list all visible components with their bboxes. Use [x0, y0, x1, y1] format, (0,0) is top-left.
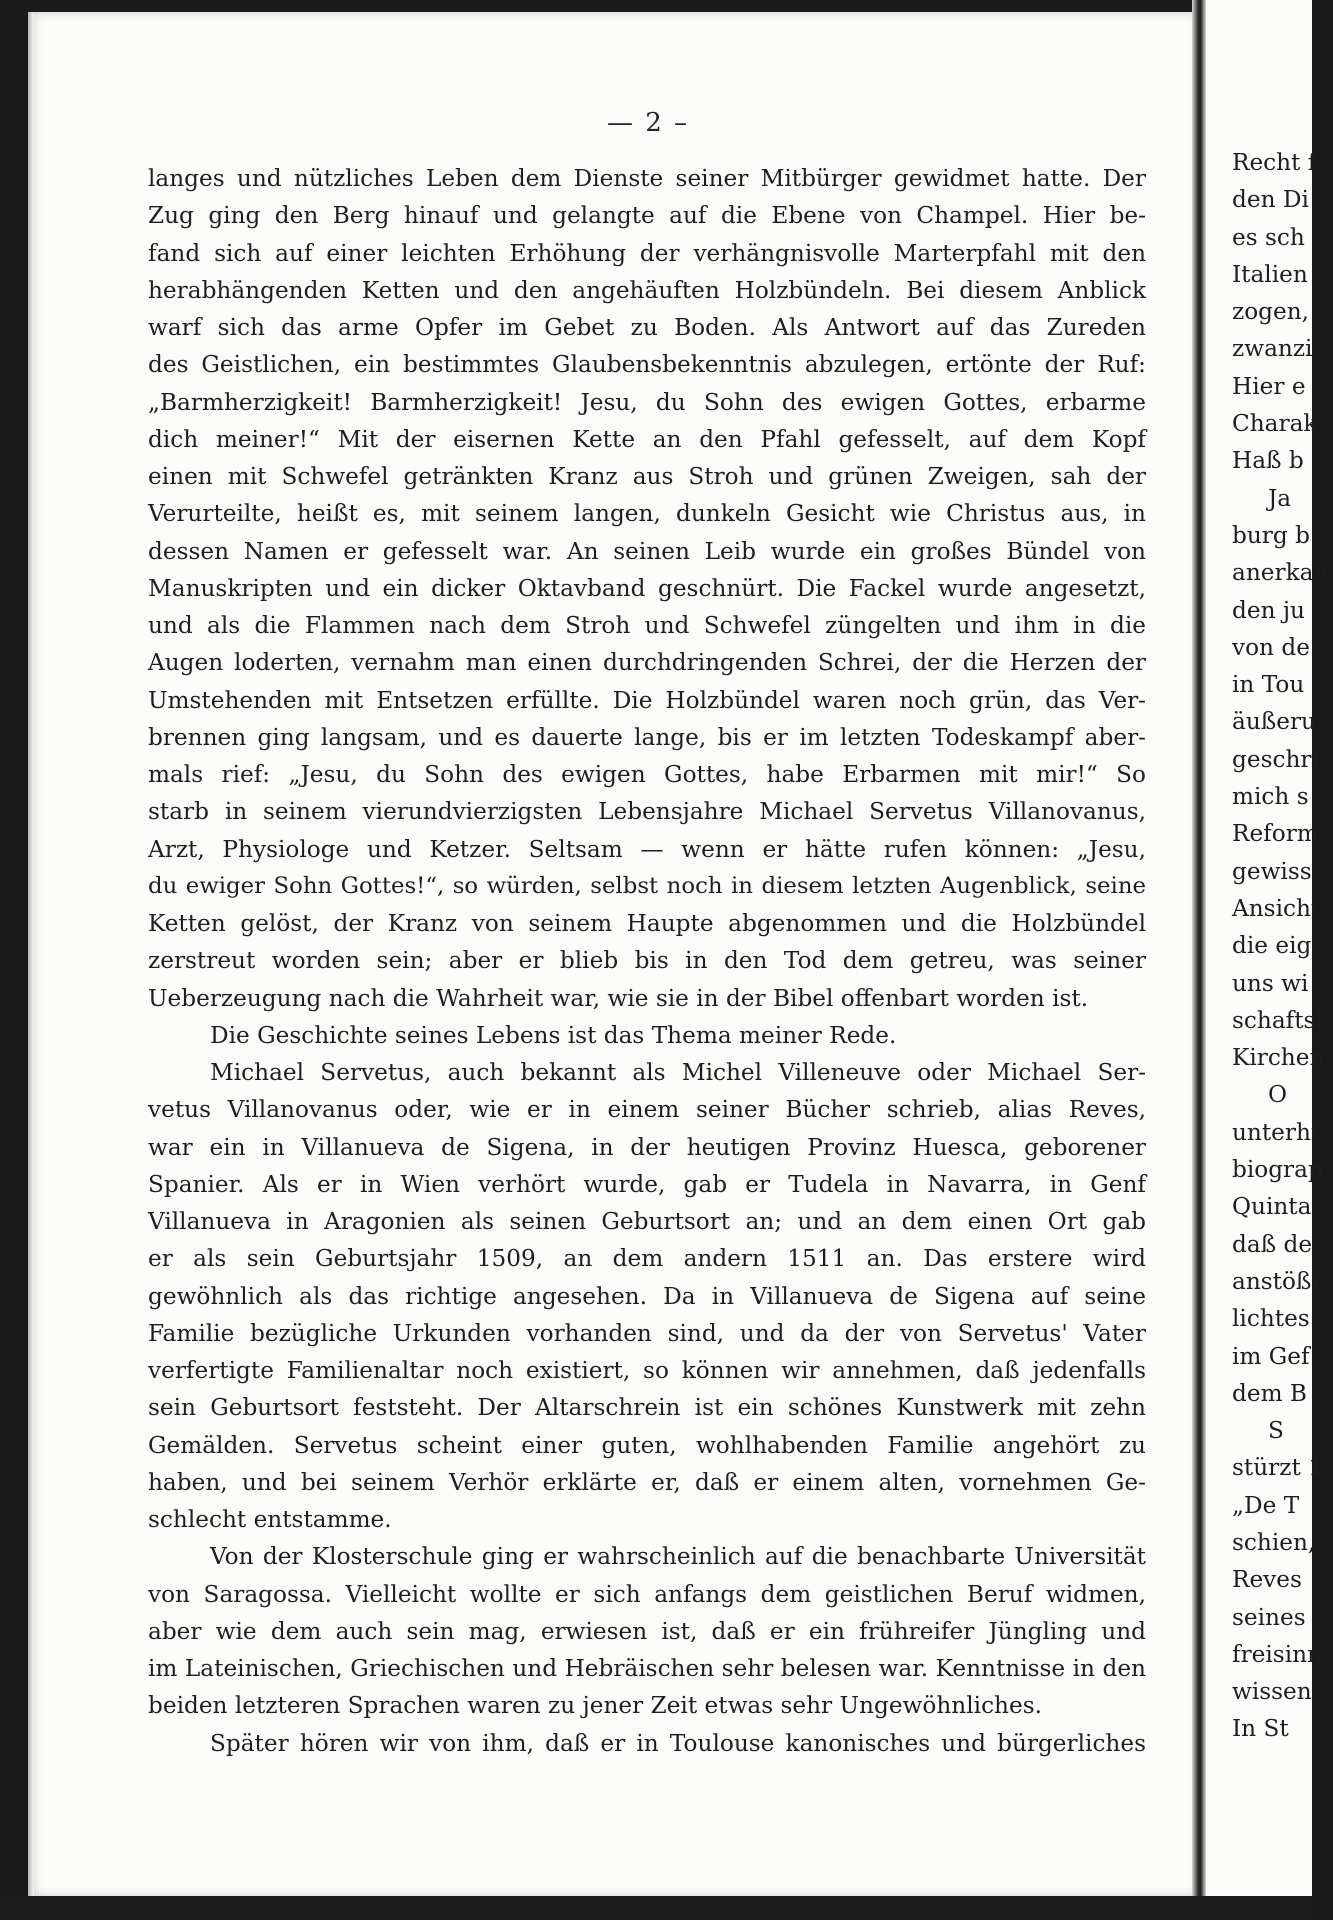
text-line: haben, und bei seinem Verhör erklärte er, daß er einem alten, vornehmen Ge- [148, 1468, 1146, 1496]
right-page-line: freisinn [1232, 1640, 1322, 1668]
right-page-line: mich s [1232, 783, 1309, 811]
text-line: dessen Namen er gefesselt war. An seinen Leib wurde ein großes Bündel von [148, 537, 1146, 565]
text-line: brennen ging langsam, und es dauerte lange, bis er im letzten Todeskampf aber- [148, 723, 1146, 751]
text-line: beiden letzteren Sprachen waren zu jener Zeit etwas sehr Ungewöhnliches. [148, 1692, 1042, 1720]
text-line: du ewiger Sohn Gottes!“, so würden, selbst noch in diesem letzten Augenblick, seine [148, 872, 1146, 899]
right-page-line: anstößi [1232, 1267, 1319, 1295]
page-number: — 2 – [606, 108, 690, 138]
right-page-line: äußeru [1232, 708, 1316, 736]
right-page-line: uns wi [1232, 969, 1309, 997]
text-line: Ketten gelöst, der Kranz von seinem Haupte abgenommen und die Holzbündel [148, 910, 1146, 937]
body-text [148, 160, 1146, 1762]
text-line: Zug ging den Berg hinauf und gelangte auf die Ebene von Champel. Hier be- [148, 202, 1146, 230]
text-line: aber wie dem auch sein mag, erwiesen ist, daß er ein frühreifer Jüngling und [148, 1617, 1146, 1645]
text-line: zerstreut worden sein; aber er blieb bis in den Tod dem getreu, was seiner [148, 947, 1146, 975]
text-line: Die Geschichte seines Lebens ist das Thema meiner Rede. [210, 1021, 897, 1049]
text-line: vetus Villanovanus oder, wie er in einem seiner Bücher schrieb, alias Reves, [148, 1096, 1146, 1124]
text-line: Manuskripten und ein dicker Oktavband geschnürt. Die Fackel wurde angesetzt, [148, 574, 1146, 602]
right-page-line: Ansicht [1232, 894, 1321, 922]
text-line: Familie bezügliche Urkunden vorhanden sind, und da der von Servetus' Vater [148, 1319, 1146, 1347]
text-line: Villanueva in Aragonien als seinen Geburtsort an; und an dem einen Ort gab [148, 1208, 1146, 1235]
text-line: und als die Flammen nach dem Stroh und Schwefel züngelten und ihm in die [148, 612, 1146, 639]
right-page-line: „De T [1232, 1491, 1300, 1519]
right-page-line: von de [1232, 633, 1310, 661]
right-page-line: unterhi [1232, 1118, 1319, 1146]
right-page-line: Haß b [1232, 447, 1304, 475]
right-page-line: Hier e [1232, 372, 1306, 400]
text-line: Spanier. Als er in Wien verhört wurde, gab er Tudela in Navarra, in Genf [148, 1170, 1146, 1198]
text-line: des Geistlichen, ein bestimmtes Glaubensbekenntnis abzulegen, ertönte der Ruf: [148, 351, 1146, 379]
right-page-line: Recht f [1232, 149, 1317, 176]
right-page-line: S [1268, 1417, 1284, 1445]
text-line: verfertigte Familienaltar noch existiert, so können wir annehmen, daß jedenfalls [148, 1357, 1146, 1384]
text-line: Michael Servetus, auch bekannt als Michel Villeneuve oder Michael Ser- [210, 1059, 1146, 1086]
right-page-line: Reves [1232, 1566, 1302, 1594]
right-page-line: wissen [1232, 1678, 1312, 1706]
right-page-line: Kirchen [1232, 1044, 1325, 1072]
right-page-line: es sch [1232, 223, 1305, 251]
right-page-line: den ju [1232, 596, 1305, 624]
text-line: von Saragossa. Vielleicht wollte er sich anfangs dem geistlichen Beruf widmen, [148, 1580, 1146, 1608]
text-line: Umstehenden mit Entsetzen erfüllte. Die Holzbündel waren noch grün, das Ver- [148, 686, 1146, 714]
right-page-line: die eig [1232, 932, 1312, 960]
right-page-line: zwanzi [1232, 335, 1313, 363]
text-line: war ein in Villanueva de Sigena, in der heutigen Provinz Huesca, geborener [148, 1133, 1146, 1161]
right-page-line: seines [1232, 1603, 1306, 1631]
book-gutter [1192, 0, 1206, 1920]
scan-bottom-edge [0, 1896, 1312, 1920]
right-page-line: In St [1232, 1715, 1289, 1743]
text-line: starb in seinem vierundvierzigsten Lebensjahre Michael Servetus Villanovanus, [148, 798, 1146, 826]
text-line: mals rief: „Jesu, du Sohn des ewigen Gottes, habe Erbarmen mit mir!“ So [148, 761, 1146, 788]
text-line: Gemälden. Servetus scheint einer guten, wohlhabenden Familie angehört zu [148, 1431, 1146, 1459]
right-page-line: im Gef [1232, 1342, 1310, 1370]
right-page-line: anerkan [1232, 559, 1329, 587]
right-page-line: Quinta [1232, 1193, 1312, 1221]
text-line: Verurteilte, heißt es, mit seinem langen, dunkeln Gesicht wie Christus aus, in [148, 500, 1146, 528]
text-line: einen mit Schwefel getränkten Kranz aus Stroh und grünen Zweigen, sah der [148, 463, 1146, 490]
text-line: Von der Klosterschule ging er wahrscheinlich auf die benachbarte Universität [210, 1543, 1146, 1571]
text-line: sein Geburtsort feststeht. Der Altarschrein ist ein schönes Kunstwerk mit zehn [148, 1394, 1146, 1422]
right-page-fragment [1206, 0, 1333, 1920]
text-line: warf sich das arme Opfer im Gebet zu Boden. Als Antwort auf das Zureden [148, 314, 1146, 341]
text-line: fand sich auf einer leichten Erhöhung der verhängnisvolle Marterpfahl mit den [148, 239, 1146, 267]
right-page-line: daß de [1232, 1230, 1313, 1258]
text-line: er als sein Geburtsjahr 1509, an dem andern 1511 an. Das erstere wird [148, 1245, 1146, 1273]
text-line: gewöhnlich als das richtige angesehen. Da in Villanueva de Sigena auf seine [148, 1282, 1146, 1310]
right-page-line: Reform [1232, 820, 1319, 848]
text-line: Später hören wir von ihm, daß er in Toulouse kanonisches und bürgerliches [210, 1729, 1146, 1757]
right-page-line: gewisse [1232, 857, 1326, 885]
right-page-line: biograp [1232, 1156, 1323, 1184]
text-line: im Lateinischen, Griechischen und Hebräischen sehr belesen war. Kenntnisse in den [148, 1655, 1146, 1682]
right-page-line: Ja [1268, 484, 1292, 512]
right-page-line: lichtes [1232, 1305, 1310, 1333]
right-page-line: den Di [1232, 186, 1309, 214]
text-line: Arzt, Physiologe und Ketzer. Seltsam — wenn er hätte rufen können: „Jesu, [148, 835, 1146, 863]
right-page-line: schaftsl [1232, 1006, 1323, 1034]
text-line: langes und nützliches Leben dem Dienste seiner Mitbürger gewidmet hatte. Der [148, 165, 1146, 192]
right-page-line: dem B [1232, 1379, 1307, 1407]
text-line: schlecht entstamme. [148, 1506, 392, 1533]
right-page-line: burg b [1232, 521, 1310, 549]
text-line: „Barmherzigkeit! Barmherzigkeit! Jesu, du Sohn des ewigen Gottes, erbarme [148, 388, 1146, 416]
right-page-line: Charak [1232, 410, 1318, 438]
right-page-line: geschrie [1232, 745, 1333, 773]
text-line: dich meiner!“ Mit der eisernen Kette an den Pfahl gefesselt, auf dem Kopf [148, 425, 1146, 453]
text-line: Augen loderten, vernahm man einen durchdringenden Schrei, der die Herzen der [148, 649, 1146, 677]
right-page-line: in Tou [1232, 671, 1305, 699]
right-page-line: schien, [1232, 1528, 1316, 1556]
right-page-line: O [1268, 1081, 1288, 1109]
right-page-line: stürzt 1 [1232, 1454, 1323, 1482]
text-line: Ueberzeugung nach die Wahrheit war, wie sie in der Bibel offenbart worden ist. [148, 984, 1089, 1012]
text-line: herabhängenden Ketten und den angehäuften Holzbündeln. Bei diesem Anblick [148, 276, 1146, 304]
right-page-text [1232, 144, 1333, 1748]
right-page-line: zogen, [1232, 298, 1310, 326]
right-page-line: Italien [1232, 260, 1308, 288]
